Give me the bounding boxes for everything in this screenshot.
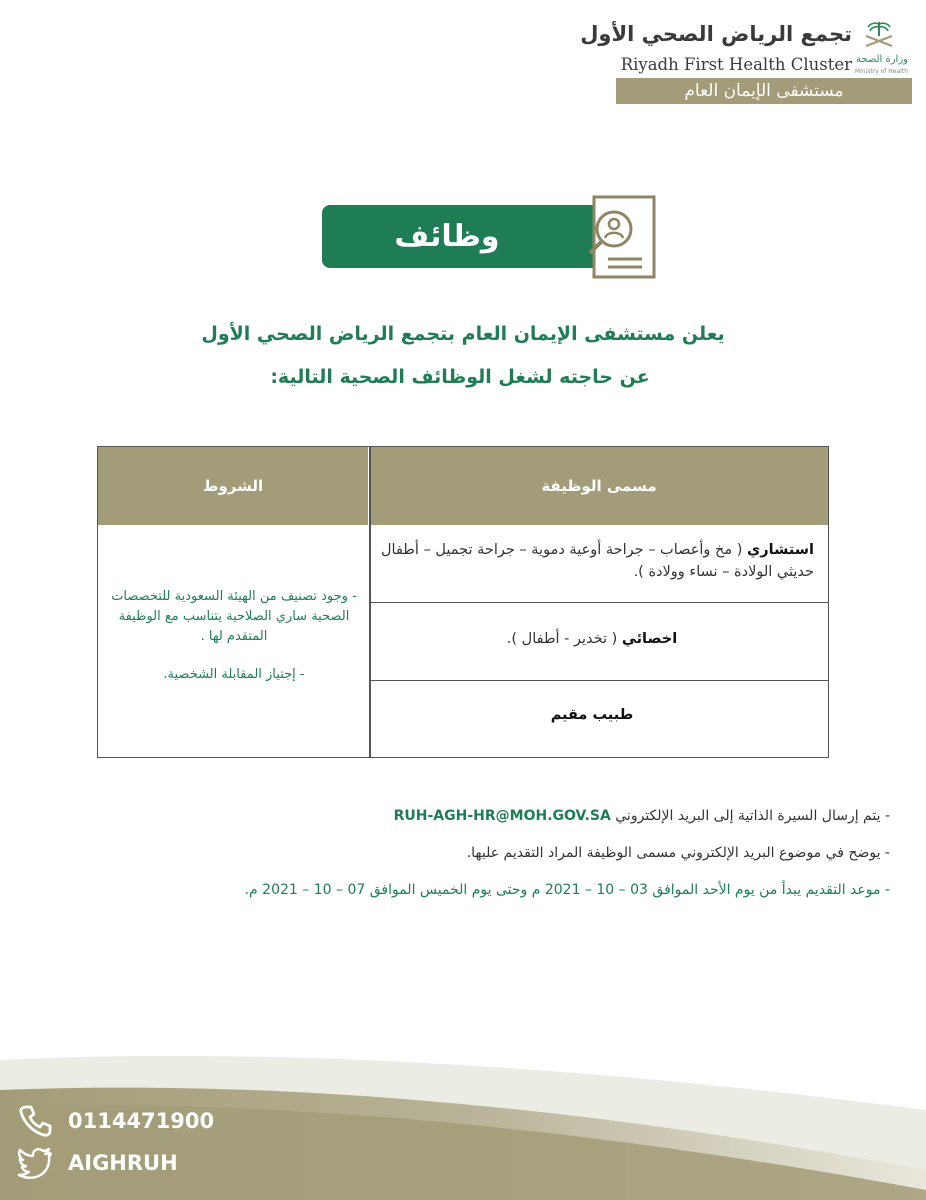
ministry-name-ar: وزارة الصحة (856, 54, 908, 65)
condition-item: - إجتياز المقابلة الشخصية. (163, 667, 305, 682)
contact-twitter[interactable] (16, 1143, 276, 1183)
ministry-name-en: Ministry of Health (854, 68, 908, 75)
job-detail: ( تخدير - أطفال ). (506, 631, 618, 647)
document-search-icon (560, 195, 660, 280)
application-notes (100, 808, 890, 919)
table-row (370, 681, 828, 757)
email-address[interactable]: RUH-AGH-HR@MOH.GOV.SA (393, 808, 611, 824)
job-detail: ( مخ وأعصاب – جراحة أوعية دموية – جراحة تجميل – أطفال حديثي الولادة – نساء وولادة ). (381, 542, 814, 580)
condition-item: - وجود تصنيف من الهيئة السعودية للتخصصات الصحية ساري الصلاحية يتناسب مع الوظيفة المتقدم لها . (111, 589, 357, 644)
jobs-table (97, 446, 829, 758)
note-subject: - يوضح في موضوع البريد الإلكتروني مسمى الوظيفة المراد التقديم عليها. (466, 845, 890, 861)
twitter-handle: AIGHRUH (68, 1151, 178, 1175)
phone-icon (16, 1102, 54, 1140)
banner-title: وظائف شاغرة (394, 219, 500, 317)
table-row (370, 525, 828, 603)
intro-line-1: يعلن مستشفى الإيمان العام بتجمع الرياض الصحي الأول (201, 323, 725, 345)
twitter-icon (16, 1144, 54, 1182)
moh-emblem-icon (856, 20, 902, 50)
job-title: طبيب مقيم (550, 707, 634, 723)
header-job-title: مسمى الوظيفة (370, 447, 828, 525)
header-conditions: الشروط (98, 447, 369, 525)
table-row (370, 603, 828, 681)
note-email-text: - يتم إرسال السيرة الذاتية إلى البريد الإلكتروني (615, 808, 890, 824)
intro-line-2: عن حاجته لشغل الوظائف الصحية التالية: (270, 366, 650, 388)
note-email (100, 808, 890, 826)
phone-number: 0114471900 (68, 1109, 215, 1133)
hospital-name: مستشفى الإيمان العام (616, 78, 912, 104)
contact-phone[interactable] (16, 1101, 276, 1141)
job-title: استشاري (747, 542, 814, 558)
conditions-cell (106, 587, 362, 703)
cluster-name-en: Riyadh First Health Cluster (620, 55, 852, 74)
note-dates: - موعد التقديم يبدأ من يوم الأحد الموافق 03 – 10 – 2021 م وحتى يوم الخميس الموافق 07 – 10 – 2021 م. (244, 882, 890, 898)
job-title: اخصائي (621, 631, 678, 647)
header-logo (580, 18, 914, 108)
cluster-name-ar: تجمع الرياض الصحي الأول (580, 22, 852, 46)
